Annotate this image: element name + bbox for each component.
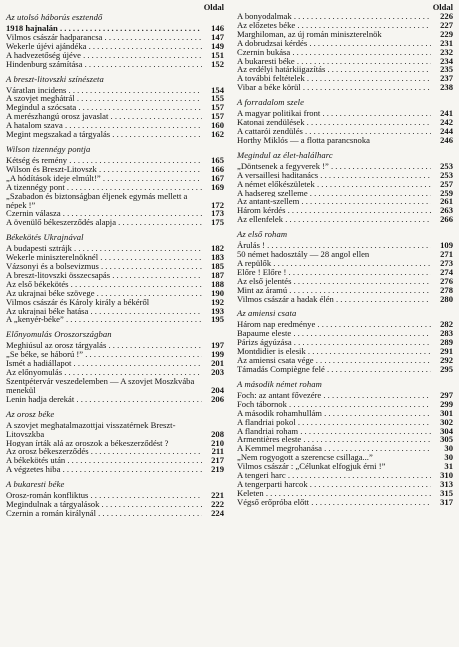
- entry-page-number: 154: [211, 84, 224, 95]
- entry-title: A övenülő békeszerződés alapja . . .: [6, 218, 202, 227]
- toc-entry[interactable]: [237, 118, 453, 127]
- entry-title: A cattarói zendülés . . .: [237, 127, 431, 136]
- entry-title: Végső erőpróba előtt . . .: [237, 498, 431, 507]
- entry-page-number: 283: [440, 328, 453, 339]
- toc-section: [237, 97, 453, 145]
- entry-page-number: 109: [440, 240, 453, 251]
- entry-title: Vilmos császár és Károly király a békéről: [6, 297, 150, 307]
- toc-entry[interactable]: [237, 329, 453, 338]
- entry-title: Megint megszakad a tárgyalás . . .: [6, 130, 202, 139]
- entry-page-number: 173: [211, 208, 224, 219]
- entry-page-number: 182: [211, 243, 224, 254]
- entry-page-number: 155: [211, 93, 224, 104]
- entry-title: Az ellenfelek . . .: [237, 215, 431, 224]
- entry-title: Meghiúsul az orosz tárgyalás . . .: [6, 341, 202, 350]
- entry-title: Az antant-szellem . . .: [237, 197, 431, 206]
- toc-entry[interactable]: [237, 65, 453, 74]
- toc-entry[interactable]: [237, 347, 453, 356]
- toc-entry[interactable]: [237, 250, 453, 259]
- entry-title: Előre ! Előre ! . . .: [237, 268, 431, 277]
- toc-entry[interactable]: [6, 315, 224, 324]
- entry-page-number: 246: [440, 134, 453, 145]
- entry-title: „Szabadon és biztonságban éljenek egymás mellett a népek !”: [6, 191, 188, 210]
- entry-title: Wekerle újévi ajándéka . . .: [6, 42, 202, 51]
- section-title: Az orosz béke: [6, 408, 55, 419]
- entry-page-number: 301: [440, 407, 453, 418]
- entry-page-number: 297: [440, 389, 453, 400]
- entry-page-number: 263: [440, 205, 453, 216]
- entry-title: Wilson és Breszt-Litovszk . . .: [6, 165, 202, 174]
- entry-title: Árulás ! . . .: [237, 241, 431, 250]
- section-title: A forradalom szele: [237, 97, 305, 108]
- entry-title: Foch: az antant fővezére . . .: [237, 391, 431, 400]
- entry-page-number: 289: [440, 337, 453, 348]
- entry-page-number: 276: [440, 275, 453, 286]
- toc-entry[interactable]: [6, 209, 224, 218]
- toc-entry[interactable]: [237, 320, 453, 329]
- entry-page-number: 234: [440, 55, 453, 66]
- entry-page-number: 295: [440, 364, 453, 374]
- toc-section: [6, 409, 224, 474]
- toc-entry[interactable]: [237, 74, 453, 83]
- toc-entry[interactable]: [6, 439, 224, 448]
- entry-page-number: 188: [211, 278, 224, 289]
- toc-entry[interactable]: [6, 500, 224, 509]
- toc-entry[interactable]: [237, 356, 453, 365]
- entry-title: A tengeri harc . . .: [237, 471, 431, 480]
- toc-section: [6, 74, 224, 139]
- toc-entry[interactable]: [6, 165, 224, 174]
- toc-entry[interactable]: [6, 24, 224, 33]
- toc-section: [6, 479, 224, 518]
- entry-title: A dobrudzsai kérdés . . .: [237, 39, 431, 48]
- entry-page-number: 201: [211, 358, 224, 369]
- toc-section: [6, 12, 224, 69]
- entry-page-number: 211: [211, 446, 224, 457]
- entry-title: Katonai zendülések . . .: [237, 118, 431, 127]
- left-toc-sections: [6, 12, 224, 518]
- entry-page-number: 302: [440, 416, 453, 427]
- entry-title: A német előkészületek . . .: [237, 180, 431, 189]
- toc-entry[interactable]: [237, 162, 453, 171]
- toc-entry[interactable]: [237, 400, 453, 409]
- toc-entry[interactable]: [6, 33, 224, 42]
- entry-page-number: 146: [211, 23, 224, 33]
- entry-title: A bonyodalmak . . .: [237, 12, 431, 21]
- entry-title: Keleten . . .: [237, 489, 431, 498]
- entry-page-number: 210: [211, 437, 224, 448]
- entry-page-number: 313: [440, 478, 453, 489]
- toc-entry[interactable]: [6, 218, 224, 227]
- entry-title: Armentières eleste . . .: [237, 435, 431, 444]
- entry-page-number: 317: [440, 496, 453, 507]
- toc-entry[interactable]: [237, 471, 453, 480]
- entry-title: Wekerle miniszterelnöknél . . .: [6, 253, 202, 262]
- entry-title: Az orosz békeszerződés . . .: [6, 447, 202, 456]
- section-title: Az amiensi csata: [237, 308, 297, 319]
- entry-page-number: 282: [440, 319, 453, 330]
- entry-title: A hadsereg szelleme . . .: [237, 189, 431, 198]
- entry-page-number: 175: [211, 217, 224, 228]
- toc-entry[interactable]: [6, 86, 224, 95]
- entry-page-number: 30: [444, 452, 453, 463]
- entry-page-number: 169: [211, 181, 224, 192]
- entry-title: „A hódítások ideje elmúlt!” . . .: [6, 174, 202, 183]
- toc-entry[interactable]: [237, 197, 453, 206]
- entry-page-number: 199: [211, 349, 224, 360]
- entry-title: Montdidier is elesik . . .: [237, 347, 431, 356]
- section-title: Előnyomulás Oroszországban: [6, 329, 112, 340]
- entry-title: Megindul a szócsata . . .: [6, 103, 202, 112]
- toc-entry[interactable]: [237, 418, 453, 427]
- entry-title: 50 német hadosztály — 28 angol ellen: [237, 250, 370, 259]
- entry-page-number: 291: [440, 346, 453, 357]
- toc-entry[interactable]: [237, 30, 453, 39]
- entry-title: Vibar a béke körül . . .: [237, 83, 431, 92]
- toc-entry[interactable]: [237, 498, 453, 507]
- toc-entry[interactable]: [6, 112, 224, 121]
- page-column-header: Oldal: [203, 2, 224, 12]
- entry-title: Megindulnak a tárgyalások . . .: [6, 500, 202, 509]
- entry-page-number: 241: [440, 108, 453, 119]
- toc-entry[interactable]: [6, 341, 224, 350]
- toc-entry[interactable]: [237, 180, 453, 189]
- toc-entry[interactable]: [6, 289, 224, 298]
- entry-page-number: 206: [211, 393, 224, 404]
- entry-page-number: 242: [440, 117, 453, 128]
- toc-entry[interactable]: [237, 83, 453, 92]
- toc-entry[interactable]: [6, 377, 224, 395]
- toc-entry[interactable]: [237, 365, 453, 374]
- entry-title: Vilmos császár a hadak élén . . .: [237, 295, 431, 304]
- toc-entry[interactable]: [237, 189, 453, 198]
- toc-section: [6, 232, 224, 324]
- entry-title: A tizennégy pont . . .: [6, 183, 202, 192]
- toc-entry[interactable]: [237, 109, 453, 118]
- entry-title: A további feltételek . . .: [237, 74, 431, 83]
- entry-page-number: 244: [440, 125, 453, 136]
- entry-title: Három kérdés . . .: [237, 206, 431, 215]
- toc-entry[interactable]: [237, 39, 453, 48]
- toc-entry[interactable]: [237, 171, 453, 180]
- entry-title: „Nem rogyogott a szerencse csillaga...”: [237, 453, 373, 463]
- entry-title: A hadvezetőség újéve . . .: [6, 51, 202, 60]
- toc-entry[interactable]: [237, 286, 453, 295]
- entry-page-number: 157: [211, 102, 224, 113]
- section-title: Az utolsó háborús esztendő: [6, 12, 103, 22]
- entry-title: A második rohamhullám . . .: [237, 409, 431, 418]
- toc-entry[interactable]: [6, 94, 224, 103]
- entry-title: Hindenburg számítása . . .: [6, 60, 202, 69]
- entry-page-number: 30: [444, 443, 453, 454]
- entry-page-number: 221: [211, 490, 224, 501]
- entry-page-number: 162: [211, 129, 224, 140]
- toc-entry[interactable]: [6, 421, 224, 439]
- toc-entry[interactable]: [237, 444, 453, 453]
- toc-entry[interactable]: [237, 12, 453, 21]
- toc-entry[interactable]: [6, 244, 224, 253]
- entry-page-number: 299: [440, 398, 453, 409]
- entry-page-number: 190: [211, 287, 224, 298]
- entry-page-number: 257: [440, 178, 453, 189]
- toc-entry[interactable]: [237, 277, 453, 286]
- toc-entry[interactable]: [6, 509, 224, 518]
- entry-title: Mint az áramú . . .: [237, 286, 431, 295]
- entry-page-number: 151: [211, 49, 224, 60]
- toc-entry[interactable]: [6, 42, 224, 51]
- entry-title: Az erdélyi határkiigazítás . . .: [237, 65, 431, 74]
- entry-page-number: 292: [440, 355, 453, 366]
- entry-title: „Döntsenek a fegyverek !” . . .: [237, 162, 431, 171]
- entry-title: Foch tábornok . . .: [237, 400, 431, 409]
- entry-title: Az előzetes béke . . .: [237, 21, 431, 30]
- toc-entry[interactable]: [237, 57, 453, 66]
- toc-entry[interactable]: [6, 192, 224, 210]
- entry-page-number: 192: [211, 296, 224, 307]
- toc-entry[interactable]: [6, 262, 224, 271]
- toc-entry[interactable]: [237, 391, 453, 400]
- entry-title: Szentpétervár veszedelemben — A szovjet Moszkvába menekül: [6, 377, 195, 395]
- toc-section: [6, 144, 224, 227]
- entry-page-number: 187: [211, 269, 224, 280]
- left-column: [6, 2, 224, 518]
- entry-title: A „kenyér-béke” . . .: [6, 315, 202, 324]
- toc-entry[interactable]: [6, 156, 224, 165]
- entry-page-number: 222: [211, 499, 224, 510]
- entry-title: Három nap eredménye . . .: [237, 320, 431, 329]
- entry-title: 1918 hajnalán . . .: [6, 24, 202, 33]
- section-title: A bukaresti béke: [6, 479, 65, 490]
- toc-section: [237, 308, 453, 373]
- entry-title: Vilmos császár hadparancsa . . .: [6, 33, 202, 42]
- entry-title: A békekötés után . . .: [6, 456, 202, 465]
- entry-title: A tengerparti harcok . . .: [237, 480, 431, 489]
- entry-page-number: 160: [211, 120, 224, 131]
- entry-title: A végzetes hiba . . .: [6, 465, 202, 474]
- entry-page-number: 315: [440, 487, 453, 498]
- entry-title: Marghiloman, az új román miniszterelnök: [237, 29, 382, 39]
- entry-title: A magyar politikai front . . .: [237, 109, 431, 118]
- toc-entry[interactable]: [237, 21, 453, 30]
- toc-entry[interactable]: [237, 241, 453, 250]
- entry-title: Lenin hadja derekát . . .: [6, 395, 202, 404]
- section-title: A második német roham: [237, 378, 322, 389]
- entry-title: Horthy Miklós — a flotta parancsnoka: [237, 135, 370, 145]
- toc-entry[interactable]: [237, 127, 453, 136]
- toc-entry[interactable]: [6, 368, 224, 377]
- entry-page-number: 208: [211, 428, 224, 439]
- toc-section: [6, 329, 224, 403]
- toc-entry[interactable]: [6, 395, 224, 404]
- entry-title: A merészhangú orosz javaslat . . .: [6, 112, 202, 121]
- toc-entry[interactable]: [6, 271, 224, 280]
- section-title: A breszt-litovszki színészeta: [6, 73, 104, 84]
- entry-page-number: 259: [440, 187, 453, 198]
- toc-section: [237, 229, 453, 303]
- entry-page-number: 278: [440, 284, 453, 295]
- entry-page-number: 166: [211, 163, 224, 174]
- toc-entry[interactable]: [6, 121, 224, 130]
- entry-title: Czernin a román királynál . . .: [6, 509, 202, 518]
- toc-section: [237, 12, 453, 92]
- entry-page-number: 232: [440, 46, 453, 57]
- section-title: Megindul az élet-halálharc: [237, 149, 333, 160]
- entry-title: Párizs ágyúzása . . .: [237, 338, 431, 347]
- entry-title: Bapaume eleste . . .: [237, 329, 431, 338]
- toc-entry[interactable]: [6, 103, 224, 112]
- toc-entry[interactable]: [237, 435, 453, 444]
- entry-title: A bukaresti béke . . .: [237, 57, 431, 66]
- entry-title: Czernin válasza . . .: [6, 209, 202, 218]
- toc-entry[interactable]: [237, 136, 453, 145]
- toc-entry[interactable]: [6, 350, 224, 359]
- entry-page-number: 235: [440, 64, 453, 75]
- toc-entry[interactable]: [237, 295, 453, 304]
- entry-page-number: 204: [211, 384, 224, 395]
- entry-title: Az ukrajnai béke hatása . . .: [6, 307, 202, 316]
- toc-entry[interactable]: [237, 48, 453, 57]
- entry-title: Czernin bukása . . .: [237, 48, 431, 57]
- entry-page-number: 152: [211, 58, 224, 69]
- toc-entry[interactable]: [6, 174, 224, 183]
- right-toc-sections: [237, 12, 453, 507]
- entry-page-number: 280: [440, 293, 453, 304]
- toc-entry[interactable]: [6, 491, 224, 500]
- toc-entry[interactable]: [6, 447, 224, 456]
- entry-title: Az első jelentés . . .: [237, 277, 431, 286]
- toc-entry[interactable]: [237, 206, 453, 215]
- entry-page-number: 305: [440, 434, 453, 445]
- entry-page-number: 219: [211, 464, 224, 475]
- page-column-header: Oldal: [432, 2, 453, 12]
- toc-entry[interactable]: [6, 130, 224, 139]
- entry-title: A breszt-litovszki összecsapás . . .: [6, 271, 202, 280]
- toc-entry[interactable]: [6, 60, 224, 69]
- section-title: Az első roham: [237, 229, 288, 240]
- toc-section: [237, 150, 453, 224]
- toc-entry[interactable]: [6, 280, 224, 289]
- toc-entry[interactable]: [6, 51, 224, 60]
- entry-page-number: 231: [440, 37, 453, 48]
- toc-entry[interactable]: [237, 259, 453, 268]
- entry-page-number: 172: [211, 199, 224, 210]
- entry-page-number: 149: [211, 40, 224, 51]
- entry-page-number: 266: [440, 214, 453, 225]
- toc-entry[interactable]: [6, 307, 224, 316]
- entry-title: A flandriai pokol . . .: [237, 418, 431, 427]
- entry-title: Vilmos császár : „Célunkat elfogjuk érni !”: [237, 462, 386, 472]
- toc-entry[interactable]: [6, 183, 224, 192]
- entry-page-number: 253: [440, 169, 453, 180]
- entry-title: A budapesti sztrájk . . .: [6, 244, 202, 253]
- toc-entry[interactable]: [6, 456, 224, 465]
- entry-title: A flandriai roham . . .: [237, 427, 431, 436]
- entry-page-number: 165: [211, 154, 224, 165]
- section-title: Wilson tizennégy pontja: [6, 143, 91, 154]
- entry-page-number: 310: [440, 470, 453, 481]
- entry-title: Vázsonyi és a bolsevizmus . . .: [6, 262, 202, 271]
- entry-title: Az amiensi csata vége . . .: [237, 356, 431, 365]
- entry-page-number: 31: [444, 461, 453, 472]
- entry-title: A versaillesi haditanács . . .: [237, 171, 431, 180]
- toc-entry[interactable]: [237, 489, 453, 498]
- section-title: Békekötés Ukrajnával: [6, 232, 84, 243]
- toc-entry[interactable]: [237, 462, 453, 471]
- toc-entry[interactable]: [237, 453, 453, 462]
- entry-page-number: 237: [440, 73, 453, 84]
- entry-page-number: 217: [211, 455, 224, 466]
- toc-section: [237, 379, 453, 507]
- toc-entry[interactable]: [6, 253, 224, 262]
- toc-entry[interactable]: [6, 298, 224, 307]
- entry-title: Az első békekötés . . .: [6, 280, 202, 289]
- toc-entry[interactable]: [237, 480, 453, 489]
- entry-page-number: 147: [211, 31, 224, 42]
- entry-page-number: 185: [211, 261, 224, 272]
- toc-entry[interactable]: [237, 427, 453, 436]
- entry-page-number: 224: [211, 507, 224, 518]
- entry-title: Ismét a hadiállapot . . .: [6, 359, 202, 368]
- toc-entry[interactable]: [6, 465, 224, 474]
- entry-title: Az ukrajnai béke szövege . . .: [6, 289, 202, 298]
- entry-title: A hatalom szava . . .: [6, 121, 202, 130]
- entry-page-number: 227: [440, 19, 453, 30]
- entry-title: A szovjet meghátrál . . .: [6, 94, 202, 103]
- entry-page-number: 274: [440, 266, 453, 277]
- entry-title: „Se béke, se háború !” . . .: [6, 350, 202, 359]
- entry-page-number: 183: [211, 252, 224, 263]
- entry-page-number: 229: [440, 28, 453, 39]
- entry-page-number: 226: [440, 11, 453, 21]
- toc-entry[interactable]: [237, 215, 453, 224]
- entry-title: Orosz-román konfliktus . . .: [6, 491, 202, 500]
- entry-page-number: 304: [440, 425, 453, 436]
- entry-title: A szovjet meghatalmazottjai visszatérnek Breszt-Litovszkba: [6, 420, 176, 439]
- entry-title: A repülők . . .: [237, 259, 431, 268]
- toc-entry[interactable]: [237, 338, 453, 347]
- toc-entry[interactable]: [6, 359, 224, 368]
- toc-entry[interactable]: [237, 268, 453, 277]
- entry-page-number: 203: [211, 367, 224, 378]
- entry-page-number: 253: [440, 160, 453, 171]
- entry-title: Váratlan incidens . . .: [6, 86, 202, 95]
- entry-page-number: 167: [211, 172, 224, 183]
- entry-page-number: 273: [440, 257, 453, 268]
- entry-title: Hogyan írták alá az oroszok a békeszerződést ?: [6, 438, 169, 448]
- entry-title: Kétség és remény . . .: [6, 156, 202, 165]
- entry-title: Támadás Compiègne felé . . .: [237, 365, 431, 374]
- entry-page-number: 195: [211, 314, 224, 325]
- entry-page-number: 271: [440, 249, 453, 260]
- right-column: [237, 2, 453, 507]
- entry-page-number: 261: [440, 196, 453, 207]
- entry-title: A Kemmel megrohanása . . .: [237, 444, 431, 453]
- toc-entry[interactable]: [237, 409, 453, 418]
- entry-page-number: 197: [211, 340, 224, 351]
- entry-page-number: 193: [211, 305, 224, 316]
- entry-page-number: 238: [440, 82, 453, 93]
- entry-page-number: 157: [211, 111, 224, 122]
- entry-title: Az előnyomulás . . .: [6, 368, 202, 377]
